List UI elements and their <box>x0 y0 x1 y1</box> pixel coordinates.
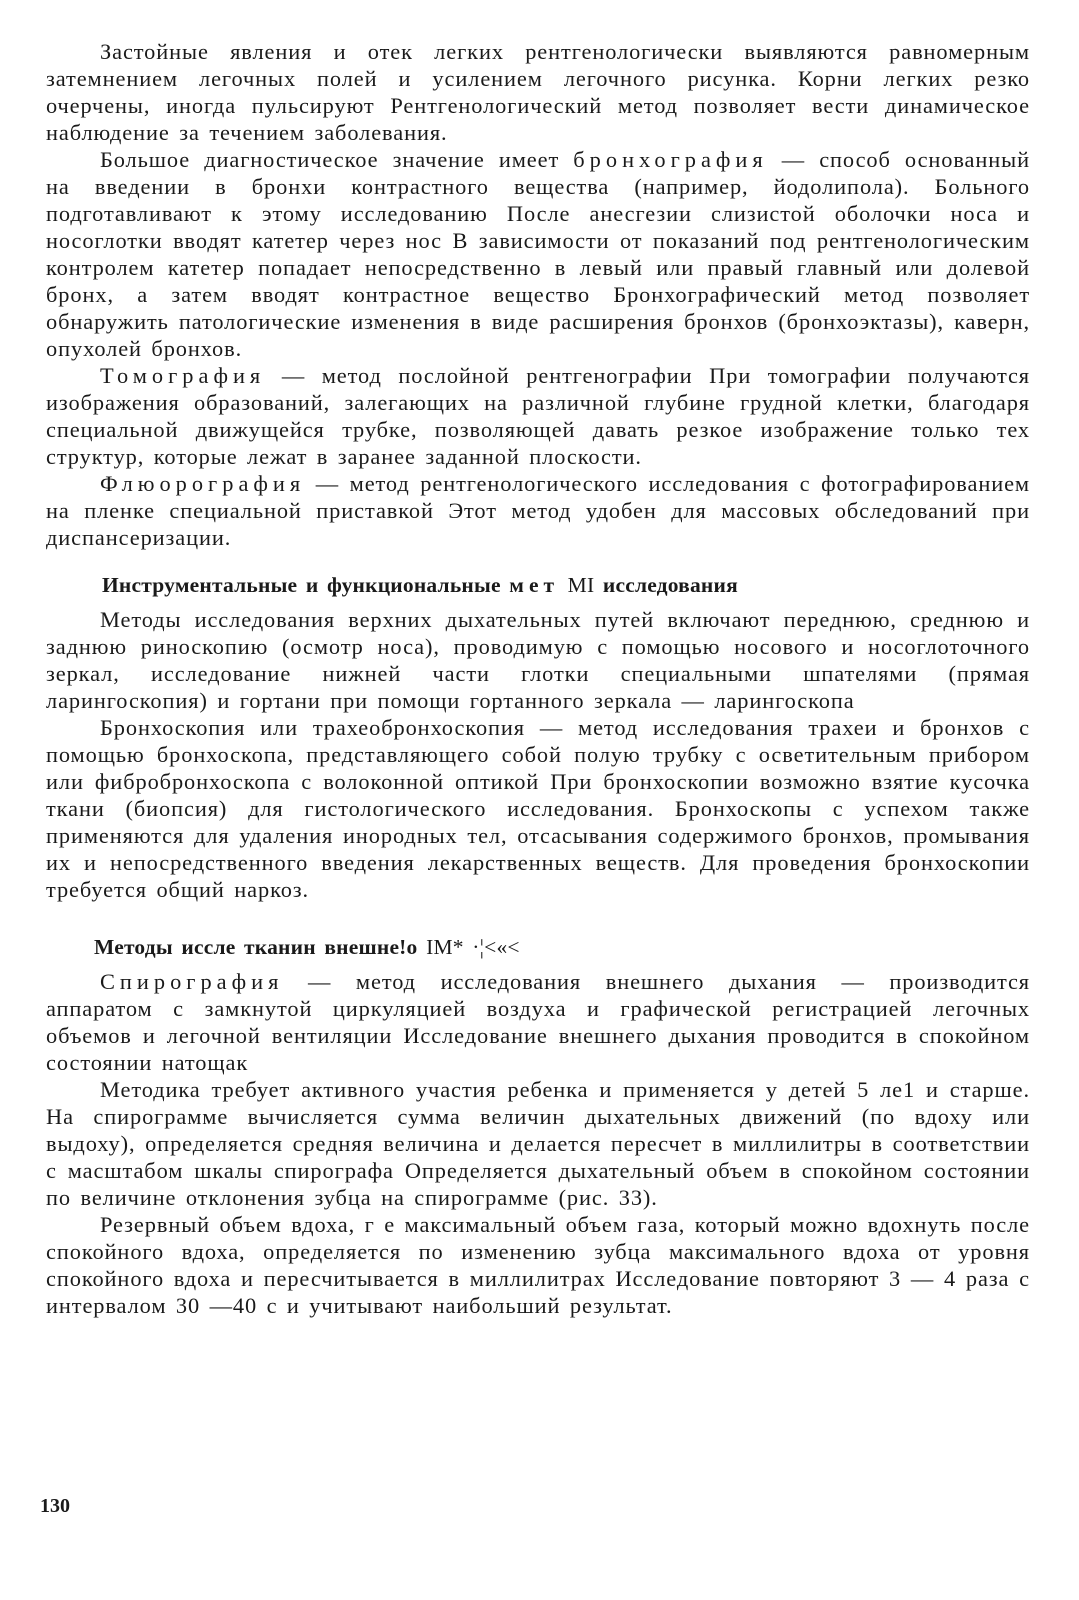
bronchography-lead-text: Большое диагностическое значение имеет <box>100 147 574 172</box>
paragraph-method-requirements: Методика требует активного участия ребенка и применяется у детей 5 ле1 и старше. На спирограмме вычисляется сумма величин дыхательных движений (по вдоху или выдоху), определяется средняя величина и делается пересчет в миллилитры в соответствии с масштабом шкалы спирографа Определяется дыхательный объем в спокойном состоянии по величине отклонения зубца на спирограмме (рис. 33). <box>46 1077 1030 1210</box>
heading-1-spaced: мет <box>509 573 560 597</box>
tomography-body-text: — метод послойной рентгенографии При томографии получаются изображения образований, залегающих на различной глубине грудной клетки, благодаря специальной движущейся трубке, позволяющей давать резкое изображение только тех структур, которые лежат в заранее заданной плоскости. <box>46 363 1030 469</box>
fluorography-body-text: — метод рентгенологического исследования с фотографированием на пленке специальной приставкой Этот метод удобен для массовых обследований при диспансеризации. <box>46 471 1030 550</box>
paragraph-congestion: Застойные явления и отек легких рентгенологически выявляются равномерным затемнением легочных полей и усилением легочного рисунка. Корни легких резко очерчены, иногда пульсируют Рентгенологический метод позволяет вести динамическое наблюдение за течением заболевания. <box>46 39 1030 145</box>
heading-1-start: Инструментальные и функциональные <box>102 573 510 597</box>
bronchography-term: бронхография <box>573 147 768 172</box>
paragraph-fluorography <box>46 470 1030 551</box>
paragraph-reserve-volume: Резервный объем вдоха, г е максимальный объем газа, который можно вдохнуть после спокойного вдоха, определяется по изменению зубца максимального вдоха от уровня спокойного вдоха и пересчитывается в миллилитрах Исследование повторяют 3 — 4 раза с интервалом 30 —40 с и учитывают наибольший результат. <box>46 1212 1030 1318</box>
page-text-block <box>46 38 1030 1319</box>
fluorography-term: Флюорография <box>100 471 306 496</box>
heading-2-start: Методы иссле тканин внешне!о <box>94 935 427 959</box>
paragraph-bronchography <box>46 146 1030 362</box>
bronchography-body-text: — способ основанный на введении в бронхи контрастного вещества (например, йодолипола). Больного подготавливают к этому исследованию После анесгезии слизистой оболочки носа и носоглотки вводят катетер через нос В зависимости от показаний под рентгенологическим контролем катетер попадает непосредственно в левый или правый главный или долевой бронх, а затем вводят контрастное вещество Бронхографический метод позволяет обнаружить патологические изменения в виде расширения бронхов (бронхоэктазы), каверн, опухолей бронхов. <box>46 147 1030 361</box>
paragraph-spirography <box>46 968 1030 1076</box>
section-heading-external-respiration <box>46 934 1030 961</box>
heading-2-plain: IM* ·¦<«< <box>426 935 520 959</box>
section-heading-instrumental-methods <box>46 572 1030 599</box>
paragraph-bronchoscopy: Бронхоскопия или трахеобронхоскопия — метод исследования трахеи и бронхов с помощью бронхоскопа, представляющего собой полую трубку с осветительным прибором или фибробронхоскопа с волоконной оптикой При бронхоскопии возможно взятие кусочка ткани (биопсия) для гистологического исследования. Бронхоскопы с успехом также применяются для удаления инородных тел, отсасывания содержимого бронхов, промывания их и непосредственного введения лекарственных веществ. Для проведения бронхоскопии требуется общий наркоз. <box>46 715 1030 902</box>
paragraph-tomography <box>46 362 1030 470</box>
paragraph-upper-airways: Методы исследования верхних дыхательных путей включают переднюю, среднюю и заднюю риноскопию (осмотр носа), проводимую с помощью носового и носоглоточного зеркал, исследование нижней части глотки специальными шпателями (прямая ларингоскопия) и гортани при помощи гортанного зеркала — ларингоскопа <box>46 607 1030 713</box>
spirography-term: Спирография <box>100 969 284 994</box>
spirography-body-text: — метод исследования внешнего дыхания — производится аппаратом с замкнутой циркуляцией воздуха и графической регистрацией легочных объемов и легочной вентиляции Исследование внешнего дыхания проводится в спокойном состоянии натощак <box>46 969 1030 1075</box>
heading-1-plain: MI <box>559 573 603 597</box>
page-number: 130 <box>40 1495 70 1517</box>
tomography-term: Томография <box>100 363 266 388</box>
heading-1-end: исследования <box>602 573 738 597</box>
